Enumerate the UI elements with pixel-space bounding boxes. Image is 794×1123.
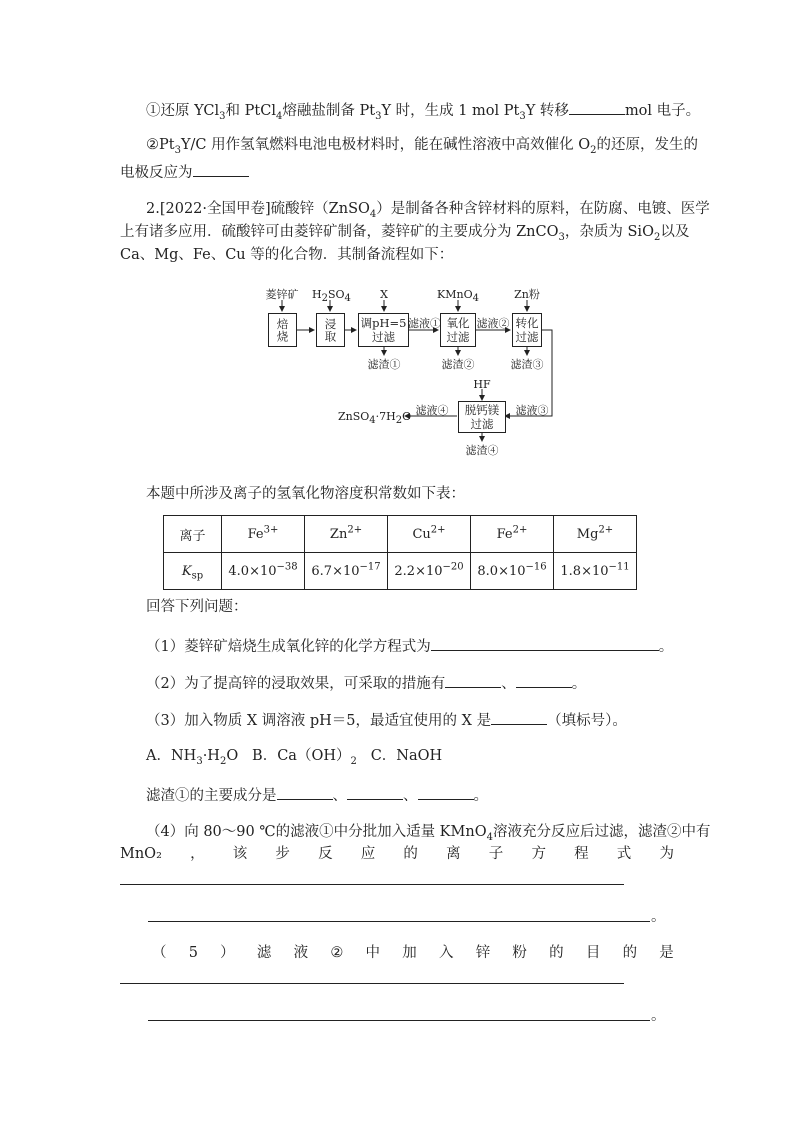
answer-blank[interactable] [347, 784, 403, 800]
q2-intro-line3 [120, 245, 453, 265]
answer-blank[interactable] [445, 672, 501, 688]
ion-header-cell: 离子 [164, 516, 222, 553]
answer-blank[interactable] [516, 672, 572, 688]
justified-char: 是 [659, 945, 674, 961]
ore-label: 菱锌矿 [265, 288, 299, 301]
ksp-value-cell: $8.0\times 10^{-16}$ [471, 553, 554, 590]
ion-cell: $Fe^{3+}$ [222, 516, 305, 553]
q1-text: 和 PtCl [225, 103, 276, 119]
q2-intro-line2 [120, 222, 689, 242]
q-text: （3）加入物质 X 调溶液 pH＝5，最适宜使用的 X 是 [146, 713, 492, 729]
answer-line[interactable] [148, 921, 650, 922]
justified-char: MnO₂ [120, 846, 162, 862]
decalcify-demagnesium-box: 脱钙镁 过滤 [458, 401, 506, 433]
justified-char: 子 [488, 846, 504, 862]
justified-char: 该 [232, 846, 248, 862]
justified-char: 滤 [256, 945, 272, 961]
product-label: $ZnSO_4\cdot 7H_2O$ [338, 410, 412, 427]
justified-char: ， [190, 846, 205, 862]
leach-box: 浸取 [316, 313, 345, 347]
answer-line[interactable] [120, 983, 624, 984]
q1-sub: 3 [375, 110, 382, 122]
prompt-text: 回答下列问题： [146, 599, 248, 615]
option-b[interactable]: B．$Ca(OH)_2$ [252, 748, 357, 767]
reagent-x-label: X [380, 288, 388, 301]
table-intro [146, 484, 465, 504]
q1-sub: 3 [174, 144, 181, 156]
answer-blank[interactable] [431, 635, 659, 651]
justified-char: 加 [402, 945, 417, 961]
ksp-table-value-row [164, 553, 637, 590]
ksp-table-header-row [164, 516, 637, 553]
q1-text: mol 电子。 [624, 103, 701, 119]
q-text: 。 [473, 788, 488, 804]
justified-char: 应 [360, 846, 376, 862]
justified-char: 液 [293, 945, 309, 961]
q-sub: 4 [486, 831, 493, 843]
q-text: 、 [332, 788, 347, 804]
answer-blank[interactable] [569, 99, 625, 115]
ksp-value-cell: $4.0\times 10^{-38}$ [222, 553, 305, 590]
q-text: （填标号）。 [547, 713, 627, 729]
zn-powder-label: Zn粉 [514, 288, 540, 301]
q1-line3 [120, 161, 249, 183]
justified-char: 的 [549, 945, 564, 961]
q2-sub: 4 [369, 208, 377, 220]
h2so4-label: $H_2SO_4$ [312, 288, 351, 305]
q-text: 、 [403, 788, 418, 804]
q2-text: 上有诸多应用．硫酸锌可由菱锌矿制备，菱锌矿的主要成分为 ZnCO [120, 224, 559, 240]
ksp-value-cell: $6.7\times 10^{-17}$ [305, 553, 388, 590]
ion-cell: $Mg^{2+}$ [554, 516, 637, 553]
q-text: 。 [658, 639, 674, 655]
question-5-line1 [152, 943, 674, 963]
q2-sub: 3 [558, 231, 565, 243]
question-2 [146, 672, 586, 694]
answer-blank[interactable] [491, 709, 547, 725]
roast-box: 焙烧 [268, 313, 297, 347]
justified-char: 锌 [475, 945, 491, 961]
q2-text: ）是制备各种含锌材料的原料，在防腐、电镀、医学 [376, 201, 710, 217]
justified-char: 离 [446, 846, 461, 862]
answer-blank[interactable] [277, 784, 333, 800]
answer-line[interactable] [148, 1020, 650, 1021]
answer-line[interactable] [120, 884, 624, 885]
ksp-value-cell: $1.8\times 10^{-11}$ [554, 553, 637, 590]
flowchart-arrows [260, 283, 560, 463]
q1-sub: 2 [590, 144, 597, 156]
justified-char: 粉 [512, 945, 527, 961]
justified-char: 的 [403, 846, 418, 862]
answer-prompt [146, 597, 248, 617]
q1-text: Y 转移 [525, 103, 569, 119]
answer-blank[interactable] [418, 784, 474, 800]
q-text: 滤渣①的主要成分是 [146, 788, 277, 804]
q1-text: Y 时，生成 1 mol Pt [381, 103, 520, 119]
q-text: （1）菱锌矿焙烧生成氧化锌的化学方程式为 [146, 639, 431, 655]
justified-char: （ [152, 945, 167, 961]
residue1-question [146, 784, 488, 806]
filtrate1-label: 滤液① [408, 317, 441, 330]
q1-text: 熔融盐制备 Pt [282, 103, 376, 119]
ion-cell: $Zn^{2+}$ [305, 516, 388, 553]
q-text: 。 [571, 676, 587, 692]
ksp-table [163, 515, 637, 590]
q1-sub: 4 [275, 110, 283, 122]
question-5-end: 。 [651, 1008, 666, 1024]
question-4-line2 [120, 844, 674, 864]
q1-sub: 3 [219, 110, 226, 122]
table-intro-text: 本题中所涉及离子的氢氧化物溶度积常数如下表： [146, 486, 465, 502]
residue3-label: 滤渣③ [510, 358, 544, 371]
q2-intro-line1 [146, 199, 710, 219]
q-text: （2）为了提高锌的浸取效果，可采取的措施有 [146, 676, 446, 692]
justified-char: 方 [531, 846, 546, 862]
adjust-ph-box: 调pH=5 过滤 [358, 313, 409, 347]
justified-char: 中 [365, 945, 381, 961]
ion-cell: $Fe^{2+}$ [471, 516, 554, 553]
q1-text: 的还原，发生的 [596, 137, 698, 153]
q1-line2 [146, 135, 698, 155]
justified-char: 式 [616, 846, 632, 862]
hf-label: HF [473, 378, 491, 391]
filtrate3-label: 滤液③ [515, 404, 549, 417]
q1-text: Y/C 用作氢氧燃料电池电极材料时，能在碱性溶液中高效催化 O [180, 137, 591, 153]
question-3-options [146, 746, 442, 766]
justified-char: 目 [585, 945, 601, 961]
justified-char: 入 [438, 945, 454, 961]
justified-char: 步 [275, 846, 290, 862]
filtrate4-label: 滤液④ [415, 404, 449, 417]
q1-line1 [146, 99, 700, 121]
ion-cell: $Cu^{2+}$ [388, 516, 471, 553]
q-text: 、 [501, 676, 516, 692]
q2-sub: 2 [653, 231, 661, 243]
process-flowchart [260, 283, 560, 463]
q2-text: 2.[2022·全国甲卷]硫酸锌（ZnSO [146, 201, 370, 217]
kmno4-label: KMnO$_4$ [437, 288, 479, 305]
justified-char: 5 [188, 945, 198, 961]
convert-box: 转化 过滤 [512, 313, 542, 347]
q-text: （4）向 80～90 ℃的滤液①中分批加入适量 KMnO [146, 824, 487, 840]
residue2-label: 滤渣② [441, 358, 475, 371]
option-c[interactable]: C．NaOH [370, 748, 443, 764]
ksp-header-cell: $K_{sp}$ [164, 553, 222, 590]
answer-blank[interactable] [193, 161, 249, 177]
q1-text: 电极反应为 [120, 165, 193, 181]
justified-char: ② [330, 945, 344, 961]
q2-text: ，杂质为 SiO [564, 224, 654, 240]
ksp-value-cell: $2.2\times 10^{-20}$ [388, 553, 471, 590]
justified-char: 反 [318, 846, 333, 862]
q1-text: ①还原 YCl [146, 103, 220, 119]
question-4-end: 。 [651, 909, 666, 925]
oxidize-box: 氧化 过滤 [440, 313, 476, 347]
filtrate2-label: 滤液② [476, 317, 510, 330]
q-text: 溶液充分反应后过滤，滤渣②中有 [492, 824, 711, 840]
justified-char: 为 [659, 846, 674, 862]
justified-char: 的 [622, 945, 638, 961]
question-4-line1 [146, 822, 710, 842]
justified-char: 程 [574, 846, 589, 862]
justified-char: ） [220, 945, 235, 961]
question-1 [146, 635, 673, 657]
option-a[interactable]: A．$NH_3\cdot H_2O$ [146, 748, 239, 767]
q2-text: 以及 [660, 224, 690, 240]
q2-text: Ca、Mg、Fe、Cu 等的化合物．其制备流程如下： [120, 247, 454, 263]
q1-sub: 3 [519, 110, 526, 122]
residue4-label: 滤渣④ [465, 444, 499, 457]
q1-text: ②Pt [146, 137, 175, 153]
question-3 [146, 709, 627, 731]
residue1-label: 滤渣① [367, 358, 401, 371]
